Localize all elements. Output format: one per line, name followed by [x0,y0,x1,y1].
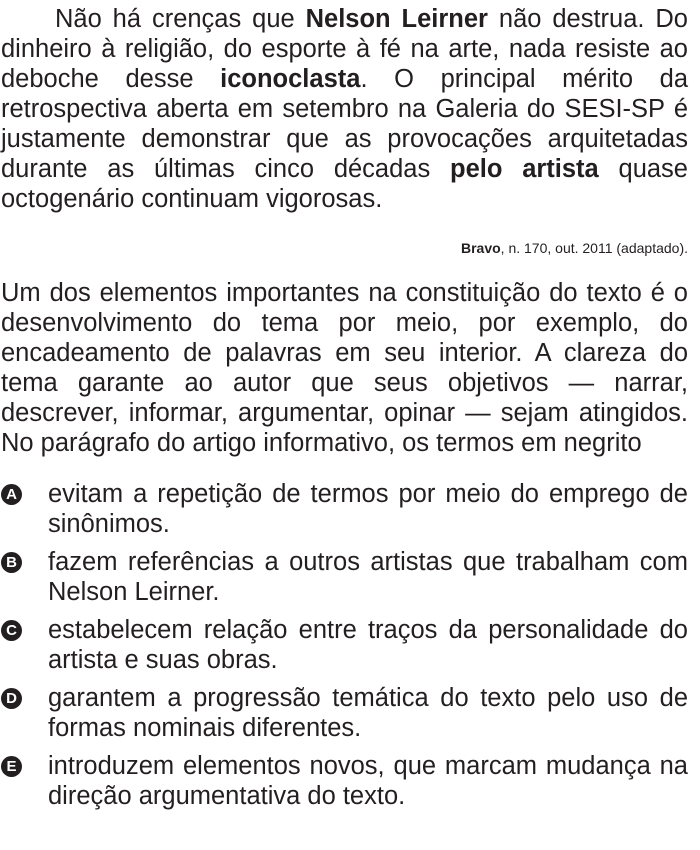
option-letter-badge: B [1,552,22,573]
option-text: introduzem elementos novos, que marcam mudança na direção argumentativa do texto. [48,752,688,810]
option-letter-badge: A [1,484,22,505]
source-publication: Bravo [460,240,501,256]
option-text: estabelecem relação entre traços da personalidade do artista e suas obras. [48,616,688,674]
article-excerpt [1,4,688,214]
passage-text: não destrua. Do dinheiro à religião, do esporte à fé na arte, nada resiste ao deboche desse [1,5,688,93]
option-text: evitam a repetição de termos por meio do emprego de sinônimos. [48,480,688,538]
option-d[interactable] [1,683,688,743]
source-citation [1,239,688,257]
source-details: , n. 170, out. 2011 (adaptado). [500,240,688,256]
option-text: fazem referências a outros artistas que trabalham com Nelson Leirner. [48,548,688,606]
passage-bold-term: iconoclasta [220,65,361,93]
option-c[interactable] [1,615,688,675]
option-letter-badge: E [1,756,22,777]
option-text: garantem a progressão temática do texto pelo uso de formas nominais diferentes. [48,684,688,742]
option-b[interactable] [1,547,688,607]
option-a[interactable] [1,479,688,539]
question-page [1,4,688,819]
answer-options [1,479,688,811]
passage-bold-term: pelo artista [450,155,599,183]
passage-bold-term: Nelson Leirner [305,5,488,33]
passage-text: quase octogenário continuam vigorosas. [1,155,688,213]
question-stem: Um dos elementos importantes na constituição do texto é o desenvolvimento do tema por meio, por exemplo, do encadeamento de palavras em seu interior. A clareza do tema garante ao autor que seus objetivos — narrar, descrever, informar, argumentar, opinar — sejam atingidos. No parágrafo do artigo informativo, os termos em negrito [1,279,688,457]
option-letter-badge: D [1,688,22,709]
passage-text: Não há crenças que [55,5,306,33]
option-e[interactable] [1,751,688,811]
passage-text: . O principal mérito da retrospectiva aberta em setembro na Galeria do SESI-SP é justamente demonstrar que as provocações arquitetadas durante as últimas cinco décadas [1,65,688,183]
option-letter-badge: C [1,620,22,641]
